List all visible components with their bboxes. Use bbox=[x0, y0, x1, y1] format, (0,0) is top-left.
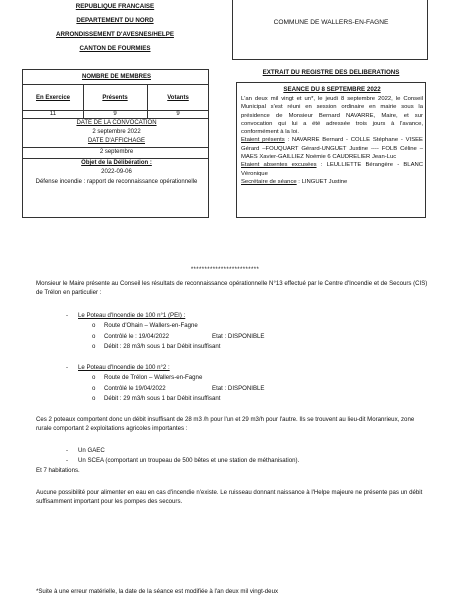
extract-intro: L'an deux mil vingt et un*, le jeudi 8 septembre 2022, le Conseil Municipal s'est réuni en session ordinaire en mairie sous la présidence de Monsieur Bernard NAVARRE, Maire, et sur convocation qui lui a été adressée trois jours à l'avance, conformément à la loi. bbox=[241, 96, 423, 136]
value-en-exercice: 11 bbox=[49, 111, 57, 117]
presents-list: : NAVARRE Bernard - COLLE Stéphane - VISEE Gérard –FOUQUART Gérard-UNGUET Justine ---- FOLB Céline – MAES Xavier-GAILLIEZ Noémie 6 CAUDRELIER Jean-Luc bbox=[241, 137, 423, 161]
poteau2-bullet-controle: o bbox=[92, 385, 96, 392]
excuses-list: : LEULLIETTE Bérangère - BLANC Véronique bbox=[241, 162, 424, 177]
commune-name: COMMUNE DE WALLERS-EN-FAGNE bbox=[273, 19, 389, 26]
presents-label: Etaient présents bbox=[241, 137, 285, 144]
value-votants: 9 bbox=[176, 111, 180, 117]
col-en-exercice: En Exercice bbox=[35, 95, 71, 101]
seance-title: SEANCE DU 8 SEPTEMBRE 2022 bbox=[283, 86, 381, 93]
list-dash-1: - bbox=[66, 447, 69, 454]
poteau1-bullet-route: o bbox=[92, 322, 96, 329]
list-item-scea: Un SCEA (comportant un troupeau de 500 bêtes et une station de méthanisation). bbox=[78, 457, 300, 464]
members-title: NOMBRE DE MEMBRES bbox=[81, 74, 151, 80]
commune-box bbox=[232, 0, 428, 60]
col-presents: Présents bbox=[102, 95, 128, 101]
list-dash-2: - bbox=[66, 457, 69, 464]
poteau1-bullet-controle: o bbox=[92, 333, 96, 340]
body-paragraph-3: Aucune possibilité pour alimenter en eau en cas d'incendie n'existe. Le ruisseau donnant naissance à l'Helpe majeure ne présente pas un débit suffisamment important pour les pompes des secours. bbox=[36, 489, 423, 505]
poteau2-controle: Contrôlé le 19/04/2022 bbox=[104, 385, 166, 392]
poteau1-controle: Contrôlé le : 19/04/2022 bbox=[104, 333, 170, 340]
poteau2-etat: Etat : DISPONIBLE bbox=[212, 385, 265, 392]
poteau2-bullet-route: o bbox=[92, 374, 96, 381]
body-intro: Monsieur le Maire présente au Conseil les résultats de reconnaissance opérationnelle N°13 effectué par le Centre d'Incendie et de Secours (CIS) de Trélon en particulier : bbox=[36, 280, 428, 296]
extract-text bbox=[241, 95, 423, 186]
secretaire-label: Secrétaire de séance bbox=[241, 178, 297, 185]
poteau1-route: Route d'Ohain – Wallers-en-Fagne bbox=[104, 322, 198, 329]
objet-label: Objet de la Délibération : bbox=[81, 160, 152, 166]
poteau2-title: Le Poteau d'Incendie de 100 n°2 : bbox=[78, 364, 170, 371]
extract-box bbox=[236, 82, 426, 218]
poteau1-dash: - bbox=[66, 312, 69, 319]
affichage-date: 2 septembre bbox=[99, 149, 134, 155]
separator: ************************* bbox=[190, 267, 260, 273]
poteau1-title: Le Poteau d'Incendie de 100 n°1 (PEI) : bbox=[78, 312, 186, 319]
poteau1-etat: Etat : DISPONIBLE bbox=[212, 333, 265, 340]
habitations: Et 7 habitations. bbox=[36, 467, 80, 474]
objet-number: 2022-09-06 bbox=[101, 169, 132, 175]
objet-text: Défense incendie : rapport de reconnaissance opérationnelle bbox=[35, 179, 198, 185]
list-item-gaec: Un GAEC bbox=[78, 447, 105, 454]
excuses-label: Etaient absentes excusées bbox=[241, 162, 317, 169]
poteau2-route: Route de Trélon – Wallers-en-Fagne bbox=[104, 374, 203, 381]
value-presents: 9 bbox=[113, 111, 117, 117]
convocation-date: 2 septembre 2022 bbox=[92, 129, 141, 135]
affichage-label: DATE D'AFFICHAGE bbox=[87, 138, 146, 144]
poteau2-dash: - bbox=[66, 364, 69, 371]
poteau1-bullet-debit: o bbox=[92, 343, 96, 350]
secretaire-name: : LINGUET Justine bbox=[296, 178, 348, 185]
header-line-departement: DEPARTEMENT DU NORD bbox=[76, 17, 154, 24]
header-line-republique: REPUBLIQUE FRANCAISE bbox=[75, 3, 155, 10]
members-box bbox=[22, 69, 209, 218]
poteau1-debit: Débit : 28 m3/h sous 1 bar Débit insuffisant bbox=[104, 343, 221, 350]
header-line-canton: CANTON DE FOURMIES bbox=[79, 45, 151, 52]
extract-title: EXTRAIT DU REGISTRE DES DELIBERATIONS bbox=[262, 69, 400, 76]
convocation-label: DATE DE LA CONVOCATION bbox=[76, 120, 157, 126]
footnote: *Suite à une erreur matérielle, la date de la séance est modifiée à l'an deux mil vingt-deux bbox=[36, 588, 279, 595]
col-votants: Votants bbox=[167, 95, 189, 101]
poteau2-debit: Débit : 29 m3/h sous 1 bar Débit insuffisant bbox=[104, 395, 221, 402]
poteau2-bullet-debit: o bbox=[92, 395, 96, 402]
header-line-arrondissement: ARRONDISSEMENT D'AVESNES/HELPE bbox=[56, 31, 174, 38]
body-paragraph-2: Ces 2 poteaux comportent donc un débit insuffisant de 28 m3 /h pour l'un et 29 m3/h pour l'autre. Ils se trouvent au lieu-dit Moranrieux, zone rurale comportant 2 exploitations agricoles importantes : bbox=[36, 416, 415, 432]
